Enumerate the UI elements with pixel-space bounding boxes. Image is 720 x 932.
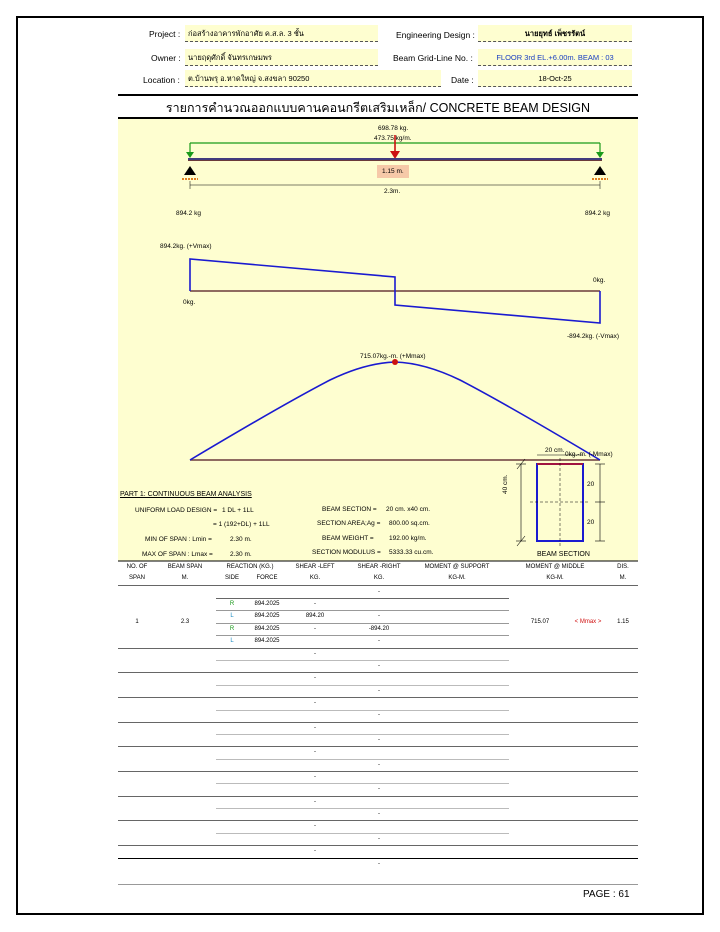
- date-value: 18-Oct-25: [478, 70, 632, 87]
- section-area-value: 800.00 sq.cm.: [389, 520, 430, 527]
- table-rule: [216, 660, 509, 661]
- uniform-design-value: 1 DL + 1LL: [222, 507, 254, 514]
- cell-dash: -: [314, 823, 316, 829]
- cell-r1-force: 894.2025: [254, 601, 280, 607]
- cell-l1-force: 894.2025: [254, 613, 280, 619]
- part-title: PART 1: CONTINUOUS BEAM ANALYSIS: [120, 491, 252, 498]
- th-shear-right: SHEAR -RIGHT: [357, 564, 401, 570]
- cell-dash: -: [378, 836, 380, 842]
- section-upper-label: 20: [587, 481, 595, 488]
- uniform-load-label: 473.75 kg/m.: [374, 135, 412, 142]
- table-rule: [118, 697, 638, 698]
- min-span-label: MIN OF SPAN : Lmin =: [145, 536, 212, 543]
- th-moment-middle: MOMENT @ MIDDLE: [525, 564, 585, 570]
- cell-l2-force: 894.2025: [254, 638, 280, 644]
- cell-l1-shear-right: -: [378, 613, 380, 619]
- cell-dash: -: [314, 774, 316, 780]
- th-shear-left: SHEAR -LEFT: [295, 564, 335, 570]
- point-load-label: 698.78 kg.: [378, 125, 409, 132]
- th-moment-support: MOMENT @ SUPPORT: [424, 564, 490, 570]
- beam-section-label: BEAM SECTION =: [322, 506, 377, 513]
- table-rule: [216, 610, 509, 611]
- cell-span-no: 1: [135, 619, 139, 625]
- table-rule: [216, 833, 509, 834]
- uniform-design-value2: = 1 (192+DL) + 1LL: [213, 521, 270, 528]
- th-kg2: KG.: [373, 575, 385, 581]
- cell-dash: -: [314, 675, 316, 681]
- table-rule: [118, 845, 638, 846]
- cell-dash: -: [378, 737, 380, 743]
- right-support: [594, 166, 606, 175]
- location-value: ต.บ้านพรุ อ.หาดใหญ่ จ.สงขลา 90250: [185, 70, 441, 87]
- th-m2: M.: [619, 575, 627, 581]
- section-height-label: 40 cm.: [502, 474, 509, 494]
- cell-dash: -: [314, 749, 316, 755]
- table-rule: [216, 685, 509, 686]
- section-modulus-value: 5333.33 cu.cm.: [389, 549, 434, 556]
- cell-dash: -: [314, 725, 316, 731]
- cell-r2-force: 894.2025: [254, 626, 280, 632]
- cell-dash: -: [314, 848, 316, 854]
- cell-top-dash: -: [378, 589, 380, 595]
- beam-weight-value: 192.00 kg/m.: [389, 535, 427, 542]
- th-no-of: NO. OF: [126, 564, 148, 570]
- vmax-pos-label: 894.2kg. (+Vmax): [160, 243, 212, 250]
- owner-value: นายฤดุศักดิ์ จันทรเกษมพร: [185, 49, 378, 66]
- left-support: [184, 166, 196, 175]
- beam-weight-label: BEAM WEIGHT =: [322, 535, 374, 542]
- cell-dis: 1.15: [617, 619, 629, 625]
- project-label: Project :: [149, 29, 181, 39]
- shear-zero-left: 0kg.: [183, 299, 196, 306]
- reaction-right-label: 894.2 kg: [585, 210, 610, 217]
- table-rule: [216, 623, 509, 624]
- table-rule: [118, 585, 638, 586]
- max-span-value: 2.30 m.: [230, 551, 252, 558]
- cell-dash: -: [378, 712, 380, 718]
- table-rule: [216, 783, 509, 784]
- location-label: Location :: [143, 75, 180, 85]
- cell-dash: -: [378, 663, 380, 669]
- cell-moment-middle: 715.07: [530, 619, 550, 625]
- max-span-label: MAX OF SPAN : Lmax =: [142, 551, 213, 558]
- shear-zero-right: 0kg.: [593, 277, 606, 284]
- th-reaction: REACTION (KG.): [226, 564, 274, 570]
- cell-r1-shear-left: -: [314, 601, 316, 607]
- th-kg1: KG.: [309, 575, 321, 581]
- table-rule: [118, 672, 638, 673]
- cell-dash: -: [378, 762, 380, 768]
- position-label: 1.15 m.: [382, 168, 404, 175]
- th-dis: DIS.: [617, 564, 629, 570]
- mmax-pos-label: 715.07kg.-m. (+Mmax): [360, 353, 426, 360]
- th-kgm1: KG-M.: [448, 575, 466, 581]
- table-rule: [118, 771, 638, 772]
- table-rule: [216, 734, 509, 735]
- cell-mmax-tag: < Mmax >: [574, 619, 602, 625]
- mmax-neg-label: 0kg.-m. (-Mmax): [565, 451, 613, 458]
- table-rule: [118, 722, 638, 723]
- th-side: SIDE: [224, 575, 239, 581]
- cell-r2-shear-left: -: [314, 626, 316, 632]
- table-rule: [216, 808, 509, 809]
- th-span: SPAN: [129, 575, 145, 581]
- cell-dash: -: [314, 700, 316, 706]
- beam-section-value: 20 cm. x40 cm.: [386, 506, 431, 513]
- cell-dash: -: [378, 688, 380, 694]
- th-beam-span: BEAM SPAN: [167, 564, 203, 570]
- cell-dash: -: [378, 811, 380, 817]
- date-label: Date :: [451, 75, 474, 85]
- th-force: FORCE: [256, 575, 278, 581]
- section-width-label: 20 cm.: [545, 447, 565, 454]
- cell-dash: -: [378, 786, 380, 792]
- page-title: รายการคำนวณออกแบบคานคอนกรีตเสริมเหล็ก/ CONCRETE BEAM DESIGN: [165, 101, 591, 115]
- table-rule: [118, 648, 638, 649]
- cell-l2-side: L: [230, 638, 234, 644]
- owner-label: Owner :: [151, 53, 181, 63]
- cell-dash: -: [314, 799, 316, 805]
- page-number: PAGE : 61: [583, 889, 630, 900]
- table-rule: [118, 884, 638, 885]
- cell-l1-side: L: [230, 613, 234, 619]
- th-m: M.: [181, 575, 189, 581]
- project-value: ก่อสร้างอาคารพักอาศัย ค.ส.ล. 3 ชั้น: [185, 25, 378, 42]
- section-lower-label: 20: [587, 519, 595, 526]
- cell-r1-side: R: [229, 601, 235, 607]
- cell-dash: -: [378, 861, 380, 867]
- vmax-neg-label: -894.2kg. (-Vmax): [567, 333, 620, 340]
- grid-label: Beam Grid-Line No. :: [393, 53, 473, 63]
- table-rule: [216, 759, 509, 760]
- table-rule: [118, 858, 638, 859]
- section-caption: BEAM SECTION: [537, 551, 590, 558]
- reaction-left-label: 894.2 kg: [176, 210, 201, 217]
- cell-l2-shear-right: -: [378, 638, 380, 644]
- cell-dash: -: [314, 651, 316, 657]
- table-rule: [118, 820, 638, 821]
- table-rule: [118, 746, 638, 747]
- table-rule: [216, 598, 509, 599]
- table-rule: [118, 796, 638, 797]
- table-rule: [216, 635, 509, 636]
- moment-curve: [190, 362, 600, 460]
- grid-value: FLOOR 3rd EL.+6.00m. BEAM : 03: [478, 49, 632, 66]
- cell-r2-shear-right: -894.20: [368, 626, 390, 632]
- cell-l1-shear-left: 894.20: [305, 613, 325, 619]
- eng-value: นายยุทธ์ เพ็ชรรัตน์: [478, 25, 632, 42]
- eng-label: Engineering Design :: [396, 30, 475, 40]
- section-modulus-label: SECTION MODULUS =: [312, 549, 381, 556]
- min-span-value: 2.30 m.: [230, 536, 252, 543]
- span-label: 2.3m.: [384, 188, 401, 195]
- section-area-label: SECTION AREA;Ag =: [317, 520, 381, 527]
- cell-r2-side: R: [229, 626, 235, 632]
- uniform-design-label: UNIFORM LOAD DESIGN =: [135, 507, 218, 514]
- table-rule: [216, 710, 509, 711]
- th-kgm2: KG-M.: [546, 575, 564, 581]
- cell-span-length: 2.3: [180, 619, 190, 625]
